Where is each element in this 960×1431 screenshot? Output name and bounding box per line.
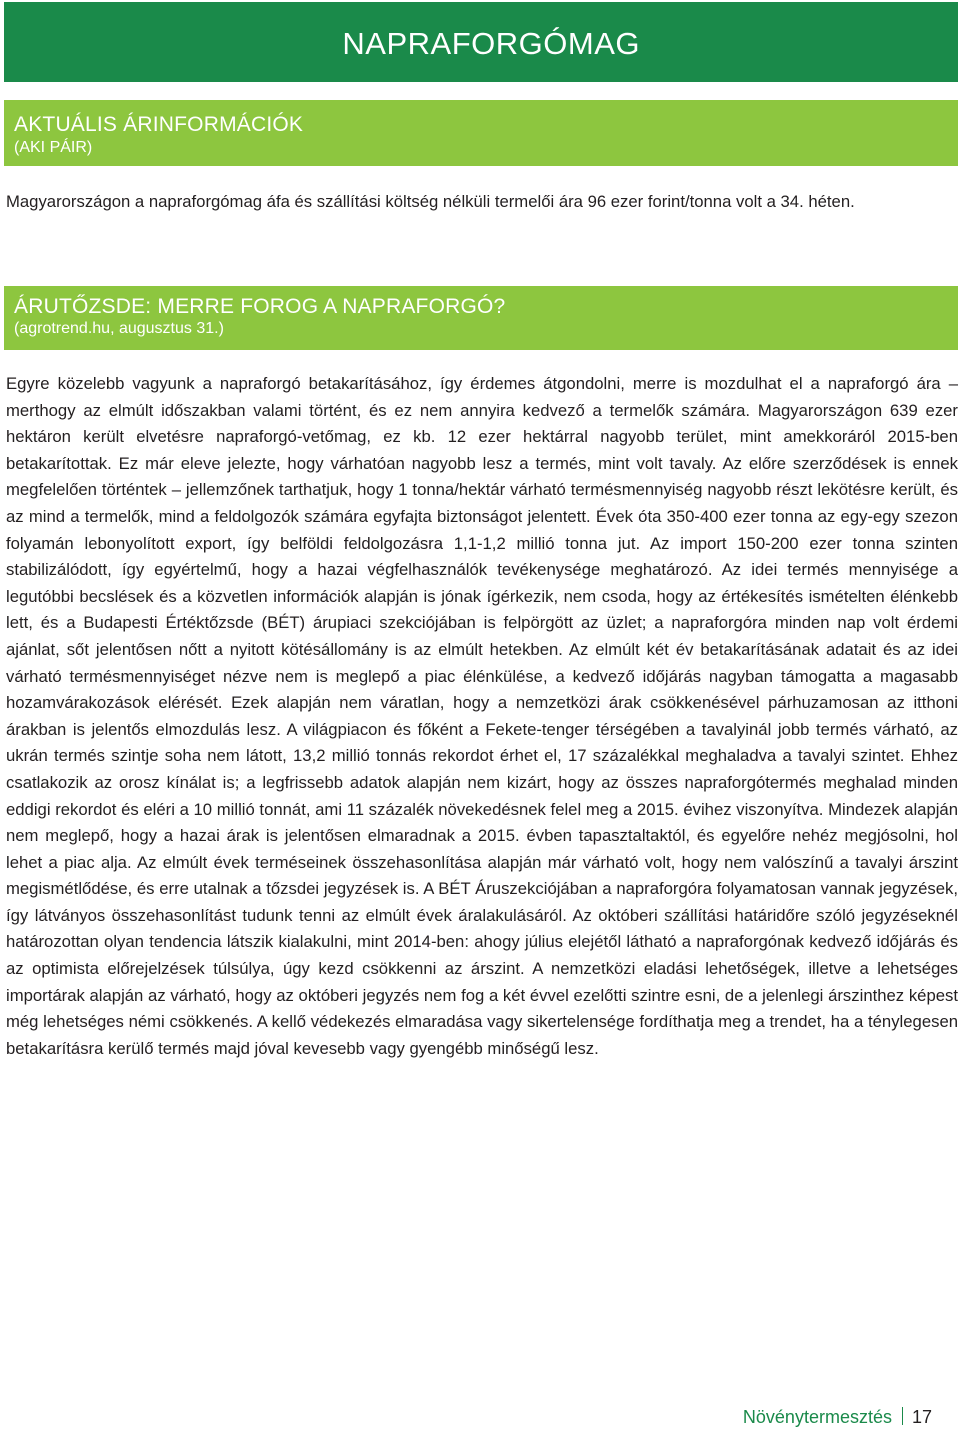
page-title: NAPRAFORGÓMAG bbox=[342, 26, 640, 61]
footer-divider bbox=[902, 1407, 903, 1425]
section-source: (agrotrend.hu, augusztus 31.) bbox=[14, 320, 224, 337]
price-info-paragraph: Magyarországon a napraforgómag áfa és szállítási költség nélküli termelői ára 96 ezer forint/tonna volt a 34. héten. bbox=[6, 192, 855, 211]
section-title: AKTUÁLIS ÁRINFORMÁCIÓK bbox=[14, 113, 304, 136]
section-title: ÁRUTŐZSDE: MERRE FOROG A NAPRAFORGÓ? bbox=[14, 295, 506, 318]
page-footer bbox=[743, 1405, 932, 1429]
section-source: (AKI PÁIR) bbox=[14, 139, 93, 156]
article-paragraph: Egyre közelebb vagyunk a napraforgó betakarításához, így érdemes átgondolni, merre is mozdulhat el a napraforgó ára – merthogy az elmúlt időszakban valami történt, és ez nem annyira kedvező a termelők számára. Magyarországon 639 ezer hektáron került elvetésre napraforgó-vetőmag, ez kb. 12 ezer hektárral nagyobb terület, mint amekkoráról 2015-ben betakarítottak. Ez már eleve jelezte, hogy várhatóan nagyobb lesz a termés, mint volt tavaly. Az előre szerződések is ennek megfelelően történtek – jellemzőnek tarthatjuk, hogy 1 tonna/hektár várható termésmennyiség nagyobb részt lekötésre került, és az mind a termelők, mind a feldolgozók számára egyfajta biztonságot jelentett. Évek óta 350-400 ezer tonna az egy-egy szezon folyamán lebonyolított export, így belföldi feldolgozásra 1,1-1,2 millió tonna jut. Az import 150-200 ezer tonna szinten stabilizálódott, így egyértelmű, hogy a hazai végfelhasználók tevékenysége meghatározó. Az idei termés mennyisége a legutóbbi becslések és a közvetlen információk alapján is jónak ígérkezik, nem csoda, hogy az értékesítés ismételten élénkebb lett, és a Budapesti Értéktőzsde (BÉT) árupiaci szekciójában is felpörgött az üzlet; a napraforgóra minden nap volt érdemi ajánlat, sőt jelentősen nőtt a nyitott kötésállomány is az elmúlt hetekben. Az elmúlt két év betakarításának adatait és az idei várható termésmennyiséget nézve nem is meglepő a piac élénkülése, a kedvező időjárás nagyban támogatta a magasabb hozamvárakozások elérését. Ezek alapján nem váratlan, hogy a nemzetközi árak csökkenésével párhuzamosan az itthoni árakban is jelentős elmozdulás lesz. A világpiacon és főként a Fekete-tenger térségében a tavalyinál jobb termés várható, az ukrán termés szintje soha nem látott, 13,2 millió tonnás rekordot érhet el, 17 százalékkal meghaladva a tavalyi szintet. Ehhez csatlakozik az orosz kínálat is; a legfrissebb adatok alapján nem kizárt, hogy az összes napraforgótermés meghalad minden eddigi rekordot és eléri a 10 millió tonnát, ami 11 százalék növekedésnek felel meg a 2015. évihez viszonyítva. Mindezek alapján nem meglepő, hogy a hazai árak is jelentősen elmaradnak a 2015. évben tapasztaltaktól, és egyelőre nehéz megjósolni, hol lehet a piac alja. Az elmúlt évek terméseinek összehasonlítása alapján már várható volt, hogy nem valószínű a tavalyi árszint megismétlődése, és erre utalnak a tőzsdei jegyzések is. A BÉT Áruszekciójában a napraforgóra folyamatosan vannak jegyzések, így látványos összehasonlítást tudunk tenni az elmúlt évek áralakulásáról. Az októberi szállítási határidőre szóló jegyzéseknél határozottan olyan tendencia látszik kialakulni, mint 2014-ben: ahogy július elejétől látható a napraforgónak kedvező időjárás és az optimista előrejelzések túlsúlya, úgy kezd csökkenni az árszint. A nemzetközi eladási lehetőségek, illetve a lehetséges importárak alapján az várható, hogy az októberi jegyzés nem fog a két évvel ezelőtti szintre esni, de a jelenlegi árszinthez képest még lehetséges némi csökkenés. A kellő védekezés elmaradása vagy sikertelensége fordíthatja meg a trendet, ha a ténylegesen betakarításra kerülő termés majd jóval kevesebb vagy gyengébb minőségű lesz. bbox=[6, 374, 958, 1058]
footer-section-name: Növénytermesztés bbox=[742, 1407, 892, 1427]
title-banner bbox=[4, 2, 958, 82]
page-number: 17 bbox=[911, 1407, 932, 1427]
section-header-exchange bbox=[4, 286, 958, 350]
section-header-price-info bbox=[4, 100, 958, 166]
